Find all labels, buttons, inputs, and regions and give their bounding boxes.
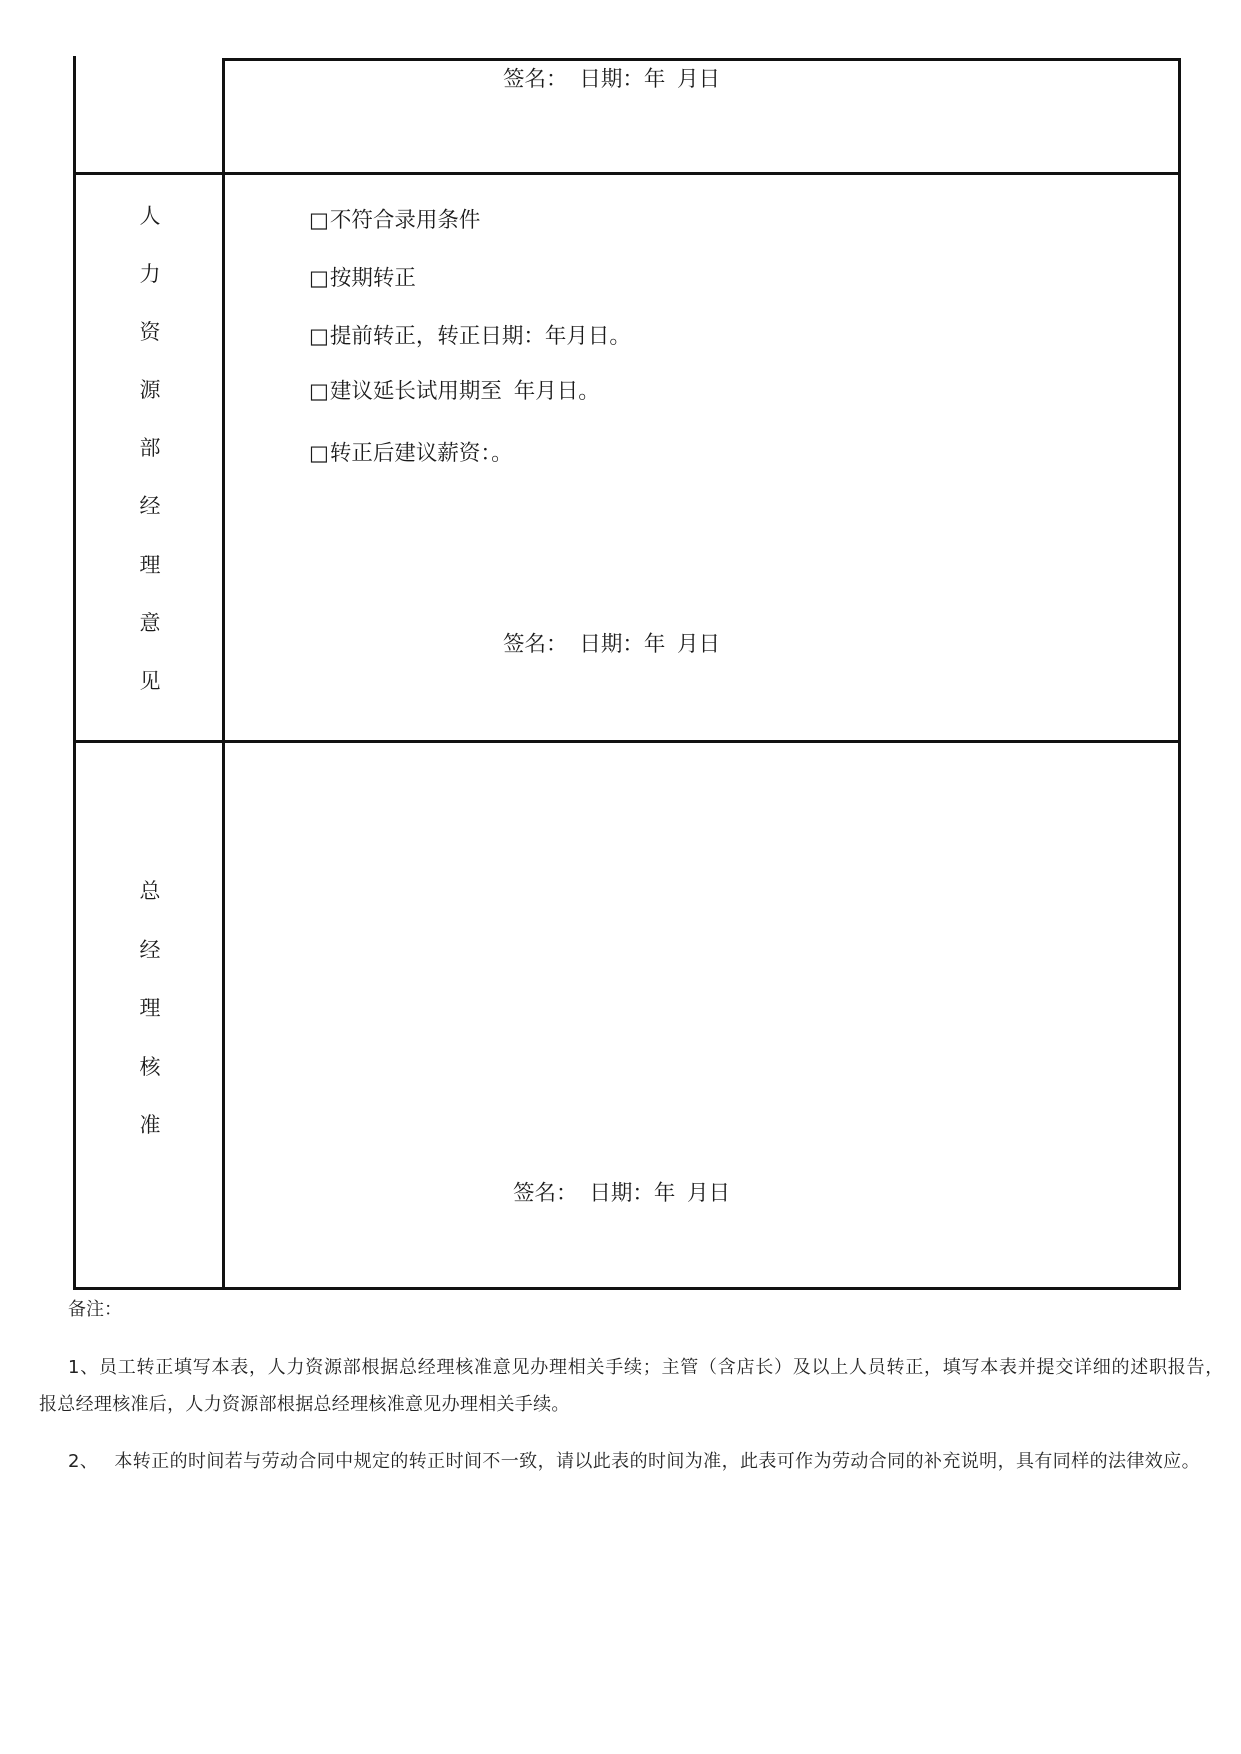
checkbox-icon: □ [309, 208, 329, 232]
table-right-border [1178, 58, 1181, 1290]
checkbox-option-label: 转正后建议薪资：。 [329, 441, 513, 466]
checkbox-option-label: 按期转正 [329, 266, 416, 291]
checkbox-icon: □ [309, 266, 329, 290]
table-top-border [222, 58, 1181, 61]
note-1-line-2: 报总经理核准后，人力资源部根据总经理核准意见办理相关手续。 [39, 1394, 570, 1415]
checkbox-icon: □ [309, 441, 329, 465]
note-1-line-1: 1、员工转正填写本表，人力资源部根据总经理核准意见办理相关手续；主管（含店长）及以上人员转正，填写本表并提交详细的述职报告， [68, 1357, 1224, 1378]
checkbox-option-label: 建议延长试用期至 年月日。 [329, 379, 600, 404]
hr-manager-opinion-label: 人力资源部经理意见 [139, 204, 161, 693]
checkbox-option-label: 提前转正，转正日期：年月日。 [329, 324, 631, 349]
checkbox-option [238, 417, 513, 490]
checkbox-option-label: 不符合录用条件 [329, 208, 481, 233]
table-left-border [73, 56, 76, 1290]
note-2-line-1: 2、 本转正的时间若与劳动合同中规定的转正时间不一致，请以此表的时间为准，此表可作为劳动合同的补充说明，具有同样的法律效应。 [68, 1451, 1200, 1472]
gm-signature-line: 签名： 日期：年 月日 [513, 1181, 731, 1206]
table-row-divider [73, 172, 1181, 175]
checkbox-icon: □ [309, 324, 329, 348]
table-column-divider [222, 58, 225, 1290]
hr-manager-signature-line: 签名： 日期：年 月日 [503, 632, 721, 657]
table-row-divider [73, 740, 1181, 743]
previous-section-signature-line: 签名： 日期：年 月日 [503, 67, 721, 92]
gm-approval-label: 总经理核准 [139, 879, 161, 1137]
notes-heading: 备注： [68, 1299, 122, 1320]
checkbox-icon: □ [309, 379, 329, 403]
table-bottom-border [73, 1287, 1181, 1290]
